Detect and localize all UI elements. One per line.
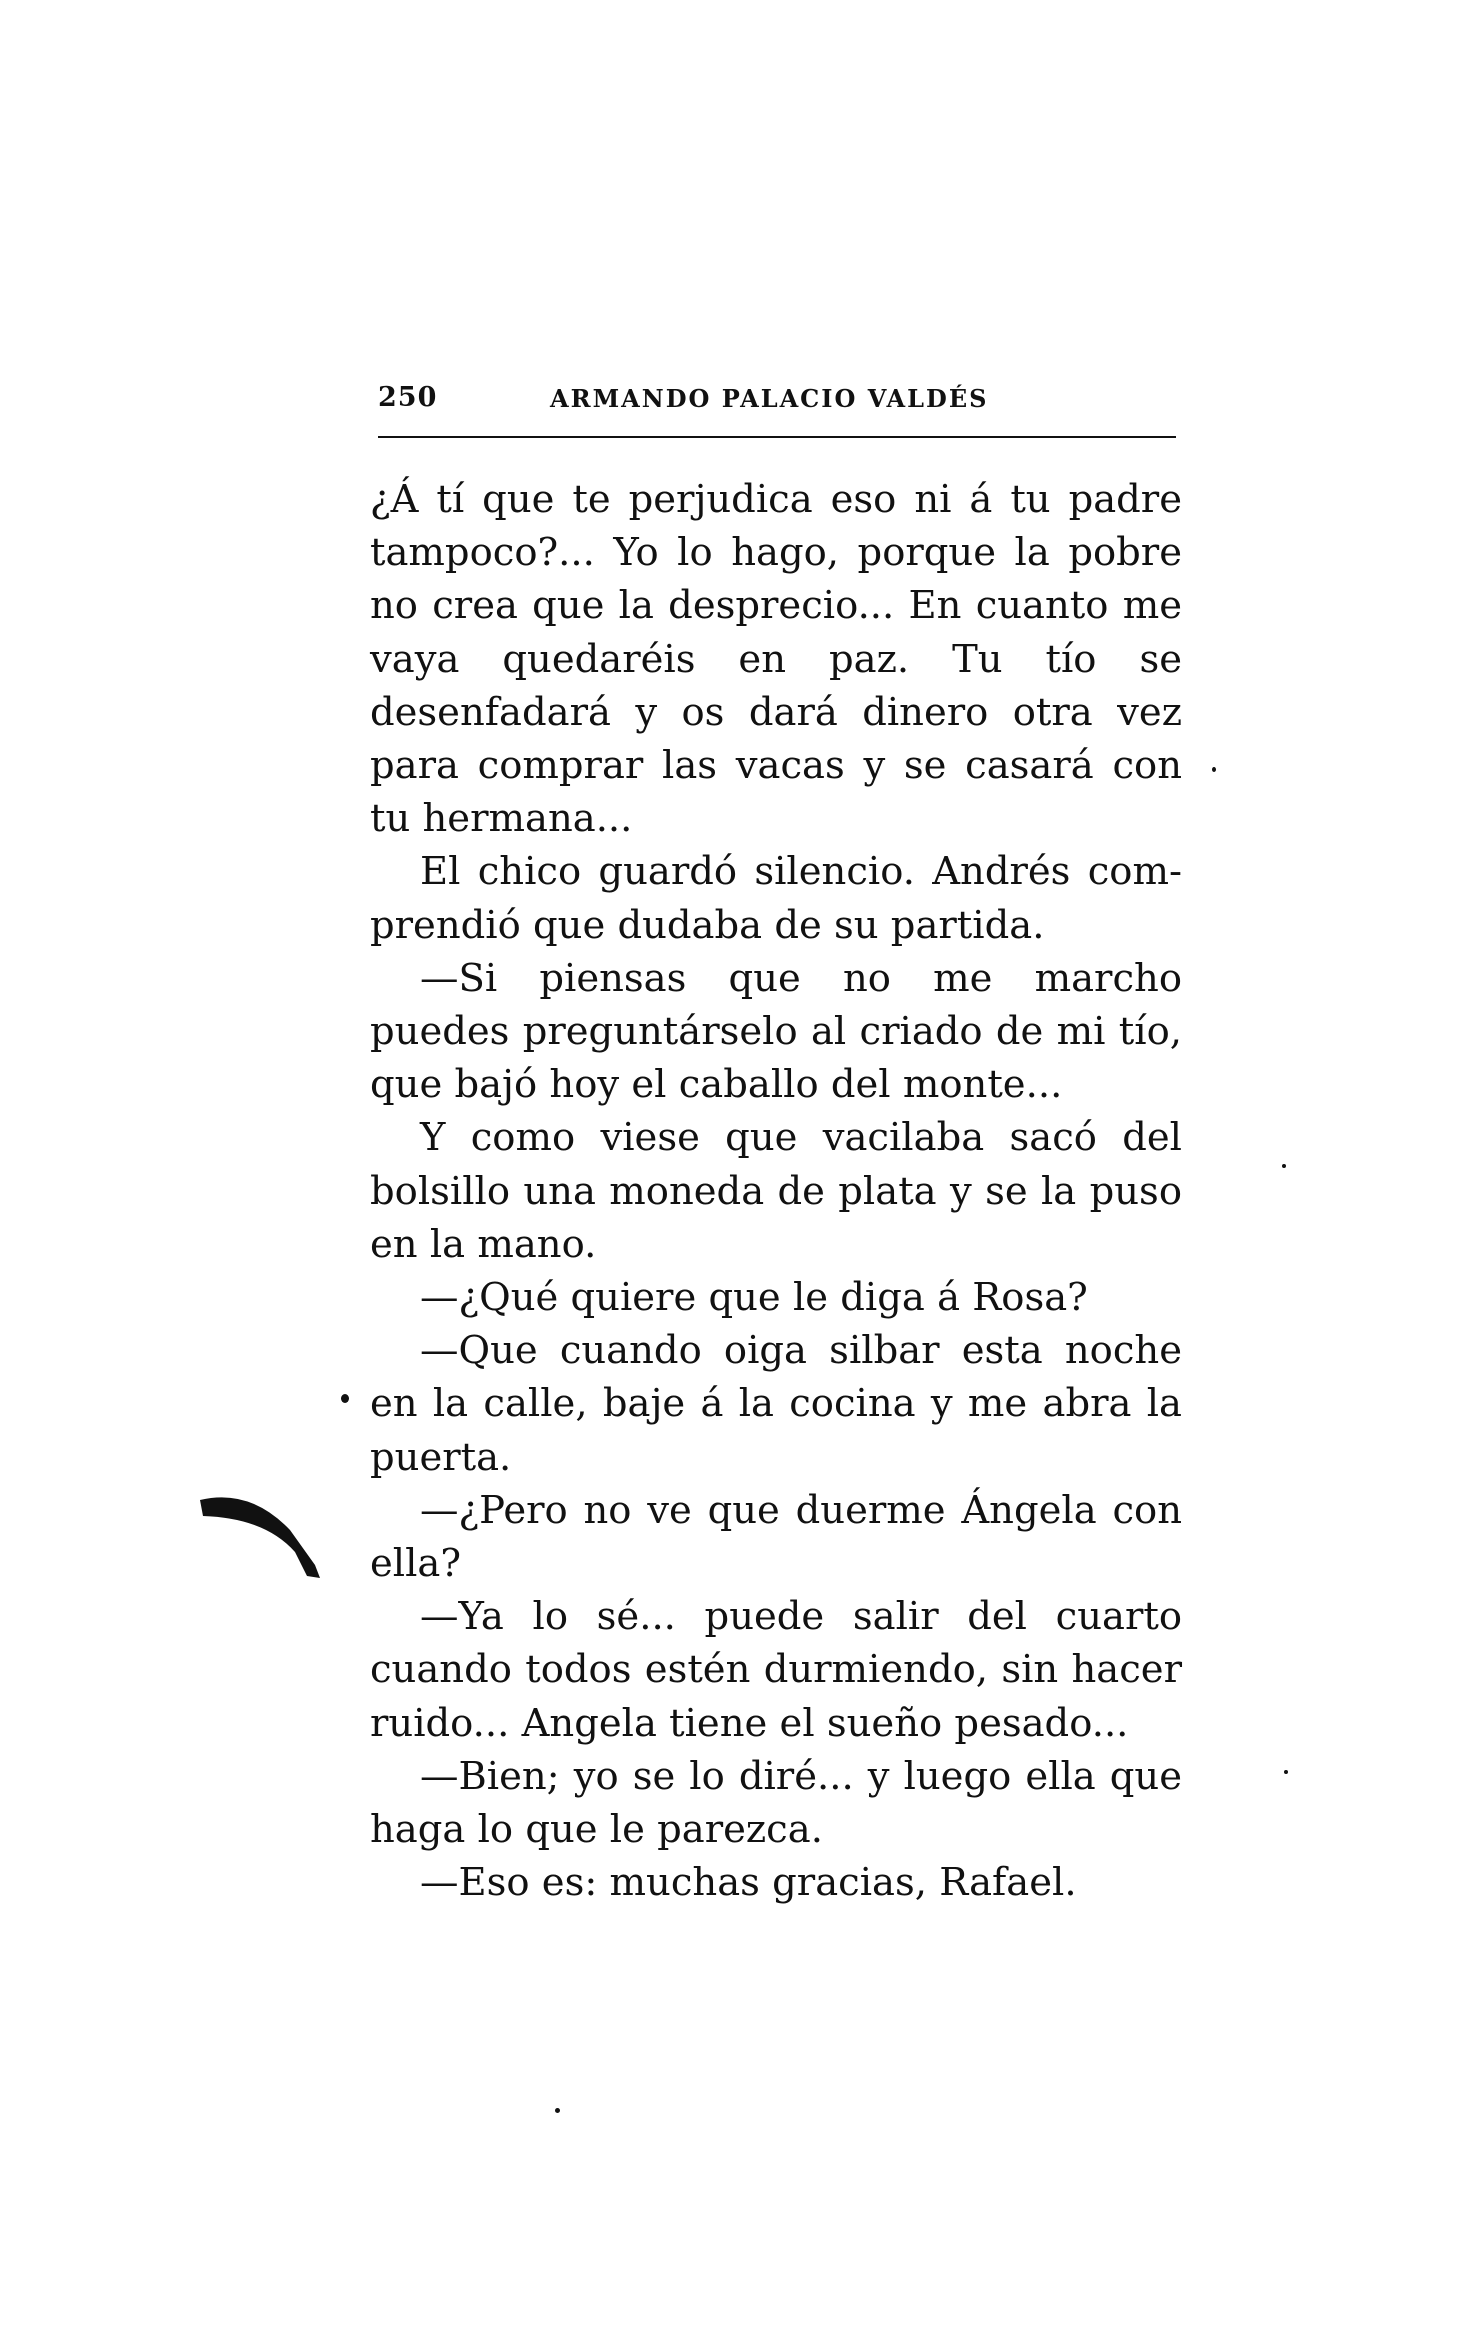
paragraph: ¿Á tí que te perjudica eso ni á tu padre tampoco?... Yo lo hago, porque la pobre no crea que la desprecio... En cuanto me vaya quedaréis en paz. Tu tío se desenfadará y os dará dinero otra vez para comprar las vacas y se casará con tu hermana... [370, 477, 1182, 842]
header-rule [378, 436, 1176, 438]
author-name: ARMANDO PALACIO VALDÉS [550, 384, 989, 413]
scan-smudge-mark [195, 1490, 335, 1580]
body-text [370, 473, 1182, 1909]
paragraph: —Eso es: muchas gracias, Rafael. [420, 1860, 1077, 1906]
page-number: 250 [378, 382, 438, 413]
paragraph: —Bien; yo se lo diré... y luego ella que haga lo que le parezca. [370, 1753, 1182, 1853]
speck-dot [341, 1394, 349, 1403]
paragraph: —Si piensas que no me marcho puedes preguntárselo al criado de mi tío, que bajó hoy el caballo del monte... [370, 955, 1182, 1108]
speck-dot [1282, 1164, 1286, 1168]
speck-dot [1212, 767, 1216, 772]
paragraph: —Que cuando oiga silbar esta noche en la calle, baje á la cocina y me abra la puerta. [370, 1328, 1182, 1480]
running-head [378, 368, 1178, 418]
speck-dot [1284, 1770, 1288, 1774]
paragraph: Y como viese que vacilaba sacó del bolsillo una moneda de plata y se la puso en la mano. [370, 1115, 1182, 1267]
paragraph: —¿Qué quiere que le diga á Rosa? [420, 1275, 1088, 1321]
paragraph: —¿Pero no ve que duerme Ángela con ella? [370, 1487, 1182, 1587]
paragraph: —Ya lo sé... puede salir del cuarto cuando todos estén durmiendo, sin hacer ruido... Angela tiene el sueño pesado... [370, 1594, 1182, 1746]
paragraph: El chico guardó silencio. Andrés comprendió que dudaba de su partida. [370, 849, 1182, 948]
speck-dot [555, 2108, 560, 2113]
